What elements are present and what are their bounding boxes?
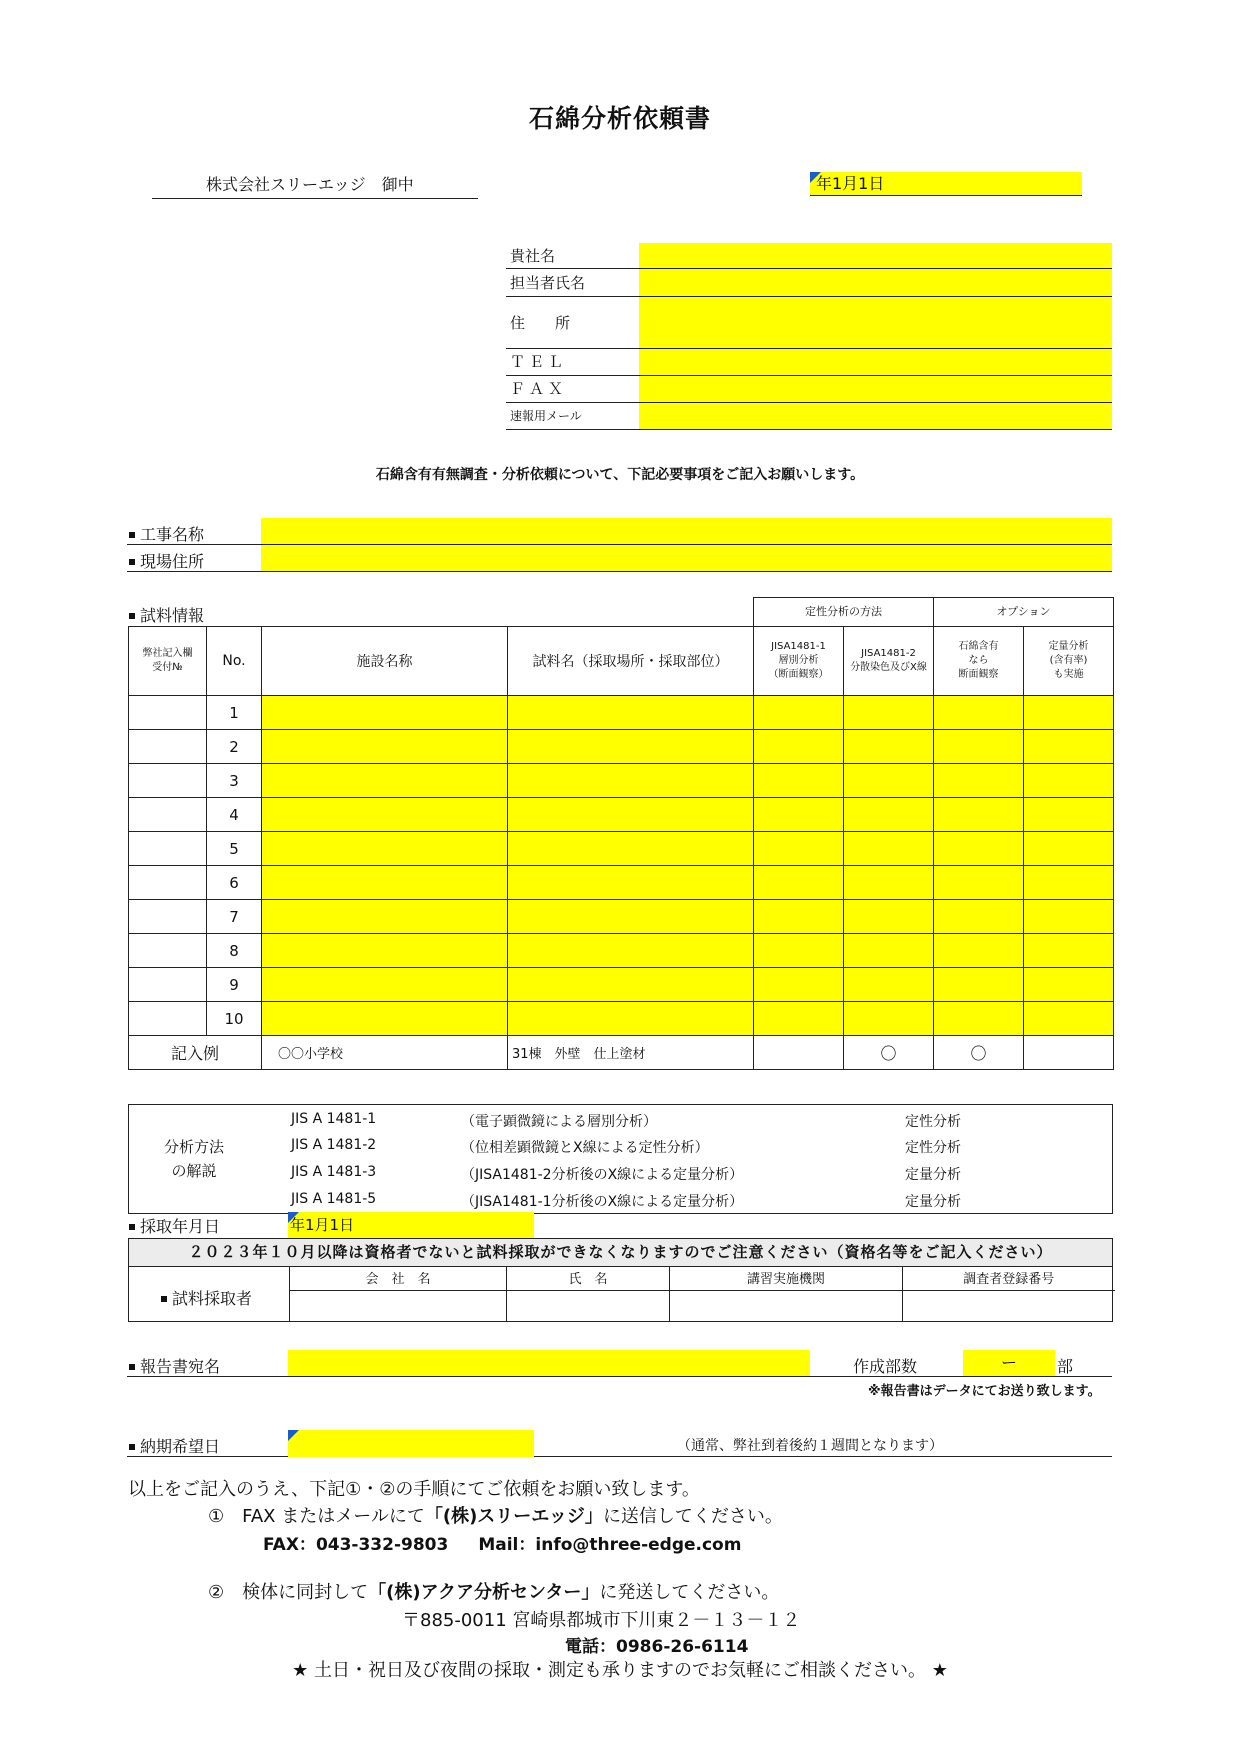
client-info-table	[506, 243, 1112, 430]
option-quantitative-cell[interactable]	[1024, 832, 1114, 866]
client-fax-field[interactable]	[639, 375, 1112, 402]
option-cross-section-cell[interactable]	[934, 968, 1024, 1002]
method-caption: 分析方法 の解説	[163, 1138, 224, 1180]
option-quantitative-cell[interactable]	[1024, 798, 1114, 832]
method-code: JIS A 1481-1	[291, 1111, 377, 1127]
sample-row	[129, 866, 1114, 900]
fax-label: FAX：	[263, 1535, 316, 1555]
receipt-cell	[129, 968, 207, 1002]
sample-table-wrap	[128, 597, 1113, 1070]
row-number: 8	[207, 934, 262, 968]
client-address-field[interactable]	[639, 296, 1112, 348]
due-date-row	[127, 1430, 1112, 1457]
site-address-label: 現場住所	[127, 549, 204, 572]
collector-company-header: 会 社 名	[290, 1266, 507, 1290]
bullet-icon	[129, 1224, 135, 1230]
instructions-lead: 以上をご記入のうえ、下記①・②の手順にてご依頼をお願い致します。	[128, 1479, 700, 1500]
step2-company: 「(株)アクア分析センター」	[368, 1582, 600, 1603]
receipt-cell	[129, 934, 207, 968]
method-code: JIS A 1481-2	[291, 1137, 377, 1153]
fax-number: 043-332-9803	[315, 1535, 449, 1555]
example-label: 記入例	[129, 1036, 262, 1070]
example-jis2: 〇	[844, 1036, 934, 1070]
facility-cell[interactable]	[262, 934, 508, 968]
option-quantitative-cell[interactable]	[1024, 730, 1114, 764]
sample-collector-label: 試料採取者	[159, 1286, 252, 1309]
site-address-field[interactable]	[261, 545, 1112, 571]
facility-cell[interactable]	[262, 730, 508, 764]
mail-label: Mail：	[478, 1535, 536, 1555]
sample-row	[129, 832, 1114, 866]
collector-training-field[interactable]	[670, 1290, 903, 1322]
mail-address[interactable]: info@three-edge.com	[535, 1535, 742, 1555]
option-cross-section-cell[interactable]	[934, 798, 1024, 832]
option-quantitative-cell[interactable]	[1024, 968, 1114, 1002]
step-2: ② 検体に同封して「(株)アクア分析センター」に発送してください。	[208, 1582, 780, 1603]
receipt-cell	[129, 866, 207, 900]
method-code: JIS A 1481-3	[291, 1164, 377, 1180]
row-number: 9	[207, 968, 262, 1002]
row-number: 10	[207, 1002, 262, 1036]
method-type: 定量分析	[905, 1167, 961, 1183]
receipt-cell	[129, 832, 207, 866]
option-quantitative-cell[interactable]	[1024, 764, 1114, 798]
option-cross-section-cell[interactable]	[934, 900, 1024, 934]
sample-name-header: 試料名（採取場所・採取部位）	[508, 627, 754, 696]
copies-label: 作成部数	[853, 1357, 918, 1376]
recipient: 株式会社スリーエッジ 御中	[152, 172, 478, 199]
sample-row	[129, 696, 1114, 730]
jis2-cell[interactable]	[844, 968, 934, 1002]
qualitative-method-header: 定性分析の方法	[754, 598, 934, 627]
jis2-cell[interactable]	[844, 798, 934, 832]
bullet-icon	[161, 1296, 167, 1302]
client-tel-label: ＴＥＬ	[506, 348, 639, 375]
jis1-cell[interactable]	[754, 832, 844, 866]
receipt-cell	[129, 798, 207, 832]
row-number: 6	[207, 866, 262, 900]
jis1-cell[interactable]	[754, 696, 844, 730]
collector-name-field[interactable]	[507, 1290, 670, 1322]
sample-name-cell[interactable]	[508, 900, 754, 934]
option-cross-section-header: 石綿含有 なら 断面観察	[934, 627, 1024, 696]
step-1: ① FAX またはメールにて「(株)スリーエッジ」に送信してください。	[208, 1506, 783, 1527]
no-header: No.	[207, 627, 262, 696]
jis2-cell[interactable]	[844, 1002, 934, 1036]
sample-row	[129, 798, 1114, 832]
client-contact-field[interactable]	[639, 268, 1112, 296]
option-quantitative-cell[interactable]	[1024, 900, 1114, 934]
collector-company-field[interactable]	[290, 1290, 507, 1322]
sample-name-cell[interactable]	[508, 1002, 754, 1036]
qualification-warning: ２０２３年１０月以降は資格者でないと試料採取ができなくなりますのでご注意ください（資格名等をご記入ください）	[128, 1238, 1113, 1267]
jis2-cell[interactable]	[844, 934, 934, 968]
document-title: 石綿分析依頼書	[528, 104, 711, 133]
client-tel-field[interactable]	[639, 348, 1112, 375]
receipt-cell	[129, 730, 207, 764]
jis2-cell[interactable]	[844, 866, 934, 900]
request-date-value: 年1月1日	[816, 174, 885, 193]
jis2-cell[interactable]	[844, 832, 934, 866]
row-number: 7	[207, 900, 262, 934]
report-address-row	[127, 1350, 1112, 1377]
method-type: 定性分析	[905, 1114, 961, 1130]
sample-name-cell[interactable]	[508, 832, 754, 866]
facility-header: 施設名称	[262, 627, 508, 696]
sample-name-cell[interactable]	[508, 866, 754, 900]
facility-cell[interactable]	[262, 968, 508, 1002]
sample-name-cell[interactable]	[508, 934, 754, 968]
client-email-field[interactable]	[639, 402, 1112, 429]
client-address-label: 住 所	[506, 296, 639, 348]
method-code: JIS A 1481-5	[291, 1191, 377, 1207]
sample-row	[129, 1002, 1114, 1036]
jis1-cell[interactable]	[754, 798, 844, 832]
collector-name-header: 氏 名	[507, 1266, 670, 1290]
sample-row	[129, 900, 1114, 934]
method-desc: （位相差顕微鏡とX線による定性分析）	[461, 1140, 709, 1156]
example-opt1: 〇	[934, 1036, 1024, 1070]
client-email-label: 速報用メール	[506, 402, 639, 429]
method-item	[291, 1164, 1112, 1190]
contact-info	[263, 1530, 741, 1555]
sample-row	[129, 730, 1114, 764]
project-name-field[interactable]	[261, 518, 1112, 544]
sample-name-cell[interactable]	[508, 730, 754, 764]
jis1-cell[interactable]	[754, 934, 844, 968]
facility-cell[interactable]	[262, 1002, 508, 1036]
facility-cell[interactable]	[262, 832, 508, 866]
receipt-cell	[129, 764, 207, 798]
sampling-date-label: 採取年月日	[127, 1214, 220, 1237]
collector-registration-header: 調査者登録番号	[903, 1266, 1115, 1290]
option-quantitative-header: 定量分析 (含有率) も実施	[1024, 627, 1114, 696]
bullet-icon	[129, 559, 135, 565]
due-date-field[interactable]	[288, 1430, 534, 1457]
cell-comment-flag-icon	[288, 1212, 299, 1223]
facility-cell[interactable]	[262, 866, 508, 900]
sample-name-cell[interactable]	[508, 764, 754, 798]
row-number: 2	[207, 730, 262, 764]
sample-row	[129, 934, 1114, 968]
receipt-cell	[129, 1002, 207, 1036]
facility-cell[interactable]	[262, 764, 508, 798]
receipt-no-header: 弊社記入欄 受付№	[129, 627, 207, 696]
method-item	[291, 1111, 1112, 1137]
method-type: 定性分析	[905, 1140, 961, 1156]
report-address-label: 報告書宛名	[127, 1354, 220, 1377]
option-quantitative-cell[interactable]	[1024, 696, 1114, 730]
row-number: 4	[207, 798, 262, 832]
jis1-header: JISA1481-1 層別分析 （断面観察）	[754, 627, 844, 696]
client-contact-label: 担当者氏名	[506, 268, 639, 296]
client-fax-label: ＦＡＸ	[506, 375, 639, 402]
step1-company: 「(株)スリーエッジ」	[424, 1506, 603, 1527]
jis2-cell[interactable]	[844, 764, 934, 798]
request-date-field[interactable]	[810, 172, 1082, 196]
method-desc: （JISA1481-1分析後のX線による定量分析）	[461, 1194, 744, 1210]
row-number: 1	[207, 696, 262, 730]
project-name-label: 工事名称	[127, 522, 204, 545]
cell-comment-flag-icon	[810, 172, 821, 183]
site-address-row	[127, 545, 1112, 572]
sample-row	[129, 764, 1114, 798]
option-quantitative-cell[interactable]	[1024, 866, 1114, 900]
jis2-cell[interactable]	[844, 696, 934, 730]
option-cross-section-cell[interactable]	[934, 730, 1024, 764]
collector-training-header: 講習実施機関	[670, 1266, 903, 1290]
sample-name-cell[interactable]	[508, 696, 754, 730]
sample-name-cell[interactable]	[508, 968, 754, 1002]
method-desc: （JISA1481-2分析後のX線による定量分析）	[461, 1167, 744, 1183]
bullet-icon	[129, 1444, 135, 1450]
option-quantitative-cell[interactable]	[1024, 934, 1114, 968]
method-desc: （電子顕微鏡による層別分析）	[461, 1114, 657, 1130]
sample-name-cell[interactable]	[508, 798, 754, 832]
report-address-field[interactable]	[288, 1350, 810, 1376]
option-cross-section-cell[interactable]	[934, 1002, 1024, 1036]
sampling-date-value: 年1月1日	[290, 1216, 355, 1234]
bullet-icon	[129, 532, 135, 538]
collector-grid	[289, 1266, 1115, 1322]
due-date-label: 納期希望日	[127, 1434, 220, 1457]
due-date-note: （通常、弊社到着後約１週間となります）	[677, 1438, 943, 1454]
option-cross-section-cell[interactable]	[934, 866, 1024, 900]
example-row	[129, 1036, 1114, 1070]
example-facility: 〇〇小学校	[262, 1036, 508, 1070]
option-header: オプション	[934, 598, 1114, 627]
receipt-cell	[129, 696, 207, 730]
jis2-header: JISA1481-2 分散染色及びX線	[844, 627, 934, 696]
analysis-method-box	[128, 1104, 1113, 1214]
row-number: 5	[207, 832, 262, 866]
option-quantitative-cell[interactable]	[1024, 1002, 1114, 1036]
method-type: 定量分析	[905, 1194, 961, 1210]
closing-note: ★ 土日・祝日及び夜間の採取・測定も承りますのでお気軽にご相談ください。 ★	[292, 1660, 948, 1681]
facility-cell[interactable]	[262, 696, 508, 730]
option-cross-section-cell[interactable]	[934, 934, 1024, 968]
option-cross-section-cell[interactable]	[934, 832, 1024, 866]
lab-address: 〒885-0011 宮崎県都城市下川東２－１３－１２	[402, 1610, 801, 1631]
report-note: ※報告書はデータにてお送り致します。	[868, 1384, 1101, 1399]
option-cross-section-cell[interactable]	[934, 764, 1024, 798]
facility-cell[interactable]	[262, 900, 508, 934]
row-number: 3	[207, 764, 262, 798]
cell-comment-flag-icon	[288, 1430, 299, 1441]
jis1-cell[interactable]	[754, 1002, 844, 1036]
method-item	[291, 1137, 1112, 1163]
bullet-icon	[129, 1364, 135, 1370]
jis1-cell[interactable]	[754, 764, 844, 798]
jis1-cell[interactable]	[754, 968, 844, 1002]
facility-cell[interactable]	[262, 798, 508, 832]
sample-row	[129, 968, 1114, 1002]
sampling-date-field[interactable]	[288, 1212, 534, 1238]
client-company-label: 貴社名	[506, 243, 639, 268]
example-sample: 31棟 外壁 仕上塗材	[508, 1036, 754, 1070]
sample-info-label: 試料情報	[127, 603, 204, 626]
jis1-cell[interactable]	[754, 866, 844, 900]
client-company-field[interactable]	[639, 243, 1112, 268]
copies-field[interactable]: ー	[963, 1350, 1055, 1376]
jis1-cell[interactable]	[754, 900, 844, 934]
option-cross-section-cell[interactable]	[934, 696, 1024, 730]
jis2-cell[interactable]	[844, 730, 934, 764]
project-name-row	[127, 518, 1112, 545]
jis1-cell[interactable]	[754, 730, 844, 764]
example-opt2	[1024, 1036, 1114, 1070]
intro-text: 石綿含有有無調査・分析依頼について、下記必要事項をご記入お願いします。	[375, 467, 865, 483]
collector-registration-field[interactable]	[903, 1290, 1115, 1322]
copies-unit: 部	[1057, 1357, 1074, 1376]
lab-phone: 電話：0986-26-6114	[565, 1637, 749, 1657]
sample-collector-box	[128, 1266, 1113, 1322]
jis2-cell[interactable]	[844, 900, 934, 934]
example-jis1	[754, 1036, 844, 1070]
receipt-cell	[129, 900, 207, 934]
sample-table	[128, 597, 1114, 1070]
